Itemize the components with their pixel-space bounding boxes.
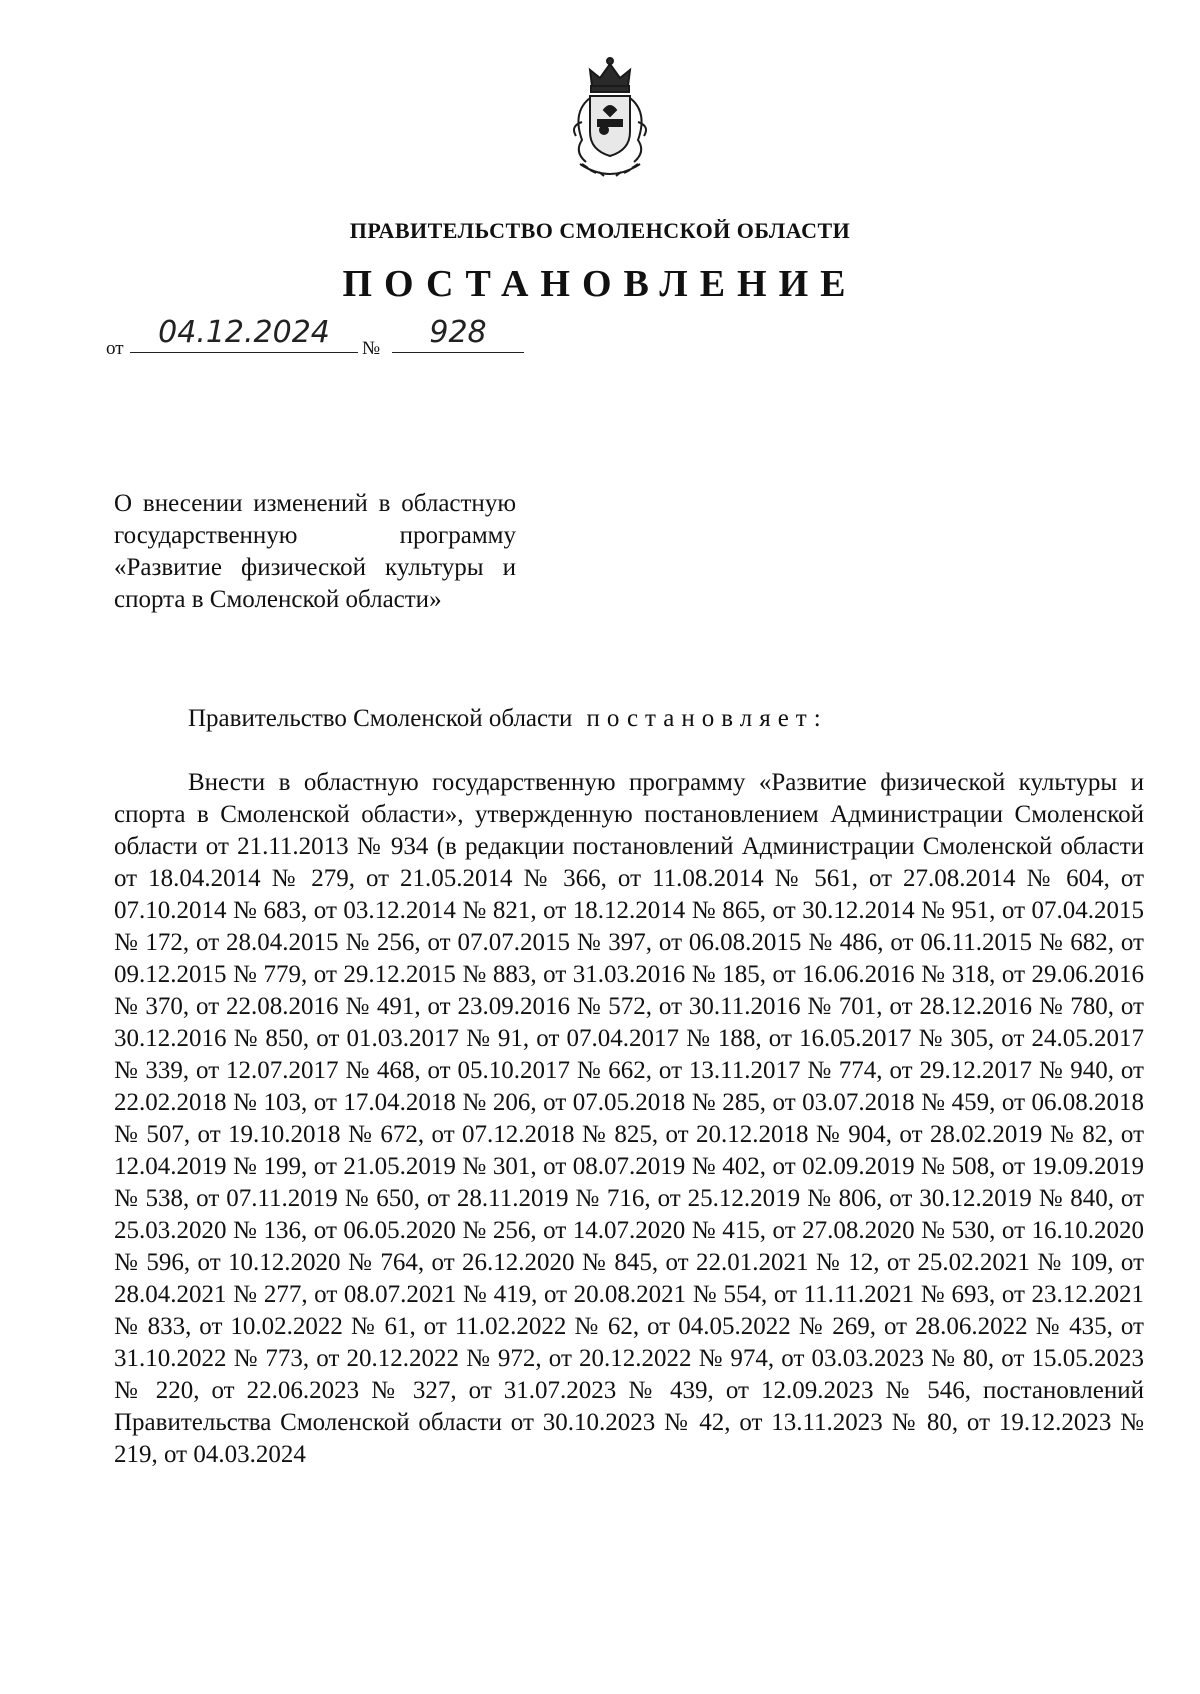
intro-text: Правительство Смоленской области — [188, 705, 573, 732]
date-value: 04.12.2024 — [130, 318, 358, 353]
document-type: ПОСТАНОВЛЕНИЕ — [342, 263, 858, 305]
number-value: 928 — [392, 318, 524, 353]
organization-name: ПРАВИТЕЛЬСТВО СМОЛЕНСКОЙ ОБЛАСТИ — [349, 218, 851, 243]
number-label: № — [362, 338, 381, 359]
body-paragraph: Внести в областную государственную программу «Развитие физической культуры и спорта в Смоленской области», утвержденную постановлением Администрации Смоленской области от 21.11.2013 № 934 (в редакции постановлений Администрации Смоленской области от 18.04.2014 № 279, от 21.05.2014 № 366, от 11.08.2014 № 561, от 27.08.2014 № 604, от 07.10.2014 № 683, от 03.12.2014 № 821, от 18.12.2014 № 865, от 30.12.2014 № 951, от 07.04.2015 № 172, от 28.04.2015 № 256, от 07.07.2015 № 397, от 06.08.2015 № 486, от 06.11.2015 № 682, от 09.12.2015 № 779, от 29.12.2015 № 883, от 31.03.2016 № 185, от 16.06.2016 № 318, от 29.06.2016 № 370, от 22.08.2016 № 491, от 23.09.2016 № 572, от 30.11.2016 № 701, от 28.12.2016 № 780, от 30.12.2016 № 850, от 01.03.2017 № 91, от 07.04.2017 № 188, от 16.05.2017 № 305, от 24.05.2017 № 339, от 12.07.2017 № 468, от 05.10.2017 № 662, от 13.11.2017 № 774, от 29.12.2017 № 940, от 22.02.2018 № 103, от 17.04.2018 № 206, от 07.05.2018 № 285, от 03.07.2018 № 459, от 06.08.2018 № 507, от 19.10.2018 № 672, от 07.12.2018 № 825, от 20.12.2018 № 904, от 28.02.2019 № 82, от 12.04.2019 № 199, от 21.05.2019 № 301, от 08.07.2019 № 402, от 02.09.2019 № 508, от 19.09.2019 № 538, от 07.11.2019 № 650, от 28.11.2019 № 716, от 25.12.2019 № 806, от 30.12.2019 № 840, от 25.03.2020 № 136, от 06.05.2020 № 256, от 14.07.2020 № 415, от 27.08.2020 № 530, от 16.10.2020 № 596, от 10.12.2020 № 764, от 26.12.2020 № 845, от 22.01.2021 № 12, от 25.02.2021 № 109, от 28.04.2021 № 277, от 08.07.2021 № 419, от 20.08.2021 № 554, от 11.11.2021 № 693, от 23.12.2021 № 833, от 10.02.2022 № 61, от 11.02.2022 № 62, от 04.05.2022 № 269, от 28.06.2022 № 435, от 31.10.2022 № 773, от 20.12.2022 № 972, от 20.12.2022 № 974, от 03.03.2023 № 80, от 15.05.2023 № 220, от 22.06.2023 № 327, от 31.07.2023 № 439, от 12.09.2023 № 546, постановлений Правительства Смоленской области от 30.10.2023 № 42, от 13.11.2023 № 80, от 19.12.2023 № 219, от 04.03.2024 — [114, 769, 1144, 1468]
resolution-intro — [188, 703, 828, 735]
coat-of-arms-icon — [560, 52, 660, 192]
document-subject: О внесении изменений в областную государственную программу «Развитие физической культуры и спорта в Смоленской области» — [114, 490, 516, 613]
date-label: от — [106, 338, 124, 359]
intro-action: постановляет: — [586, 705, 828, 732]
